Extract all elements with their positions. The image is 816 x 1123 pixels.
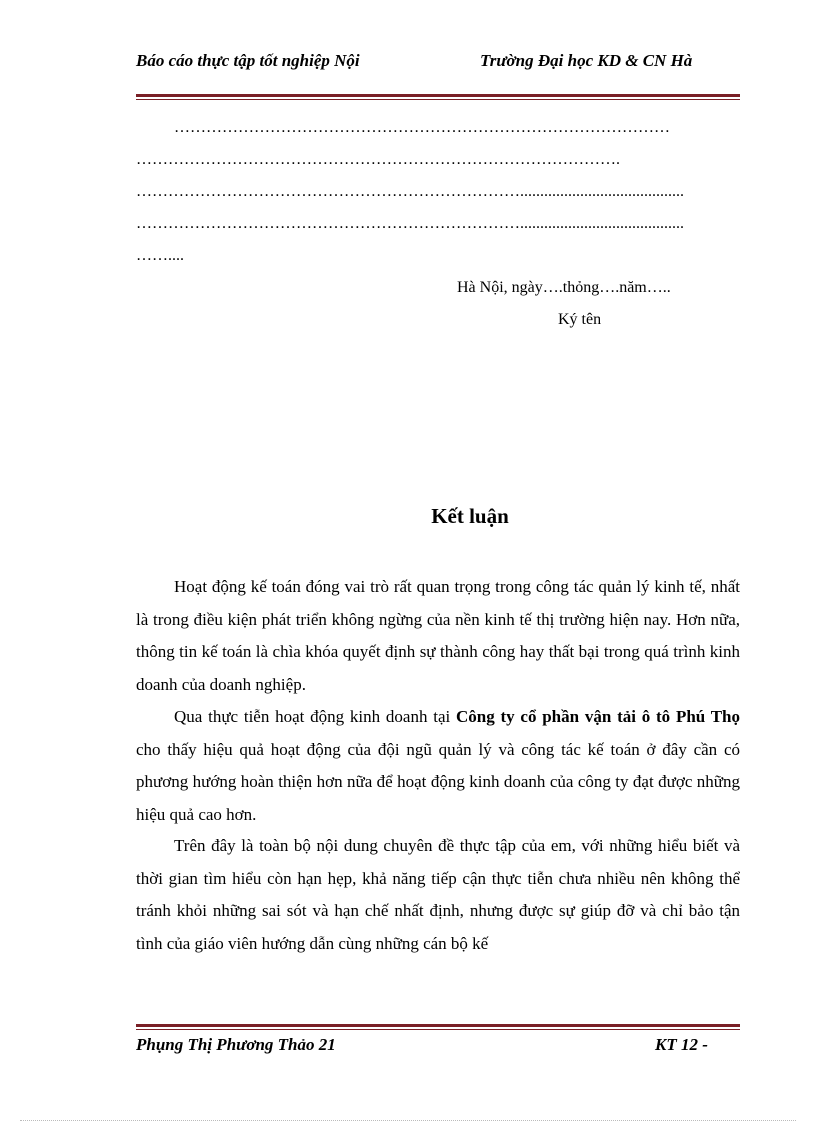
conclusion-paragraph-2 (136, 701, 740, 831)
dotted-line-2: ………………………………………………………………………………. (136, 151, 620, 168)
dotted-line-4: ………………………………………………………………......................................... (136, 215, 684, 232)
company-name: Công ty cổ phần vận tải ô tô Phú Thọ (455, 707, 740, 726)
header-rule (136, 94, 740, 100)
header-report-title: Báo cáo thực tập tốt nghiệp Nội (136, 51, 360, 70)
footer-rule (136, 1024, 740, 1030)
dotted-line-3: ………………………………………………………………......................................... (136, 183, 684, 200)
footer-author: Phụng Thị Phương Thảo 21 (136, 1035, 336, 1054)
paragraph-2-end: cho thấy hiệu quả hoạt động của đội ngũ quản lý và công tác kế toán ở đây cần có phương hướng hoàn thiện hơn nữa để hoạt động kinh doanh của công ty đạt được những hiệu quả cao hơn. (136, 739, 740, 824)
dotted-line-1: ………………………………………………………………………………… (174, 119, 670, 136)
signature-date: Hà Nội, ngày….thỏng….năm….. (457, 279, 671, 296)
signature-label: Ký tên (558, 311, 602, 328)
paragraph-2-start: Qua thực tiễn hoạt động kinh doanh tại (174, 707, 456, 726)
dotted-line-5: …….... (136, 247, 184, 264)
conclusion-paragraph-1: Hoạt động kế toán đóng vai trò rất quan trọng trong công tác quản lý kinh tế, nhất là trong điều kiện phát triển không ngừng của nền kinh tế thị trường hiện nay. Hơn nữa, thông tin kế toán là chìa khóa quyết định sự thành công hay thất bại trong quá trình kinh doanh của doanh nghiệp. (136, 577, 740, 694)
conclusion-paragraph-3: Trên đây là toàn bộ nội dung chuyên đề thực tập của em, với những hiểu biết và thời gian tìm hiểu còn hạn hẹp, khả năng tiếp cận thực tiễn chưa nhiều nên không thể tránh khỏi những sai sót và hạn chế nhất định, nhưng được sự giúp đỡ và chỉ bảo tận tình của giáo viên hướng dẫn cùng những cán bộ kế (136, 836, 740, 953)
header-university: Trường Đại học KD & CN Hà (480, 51, 693, 70)
conclusion-title: Kết luận (431, 504, 509, 528)
page-bottom-border (20, 1120, 796, 1121)
footer-class: KT 12 - (655, 1035, 708, 1054)
